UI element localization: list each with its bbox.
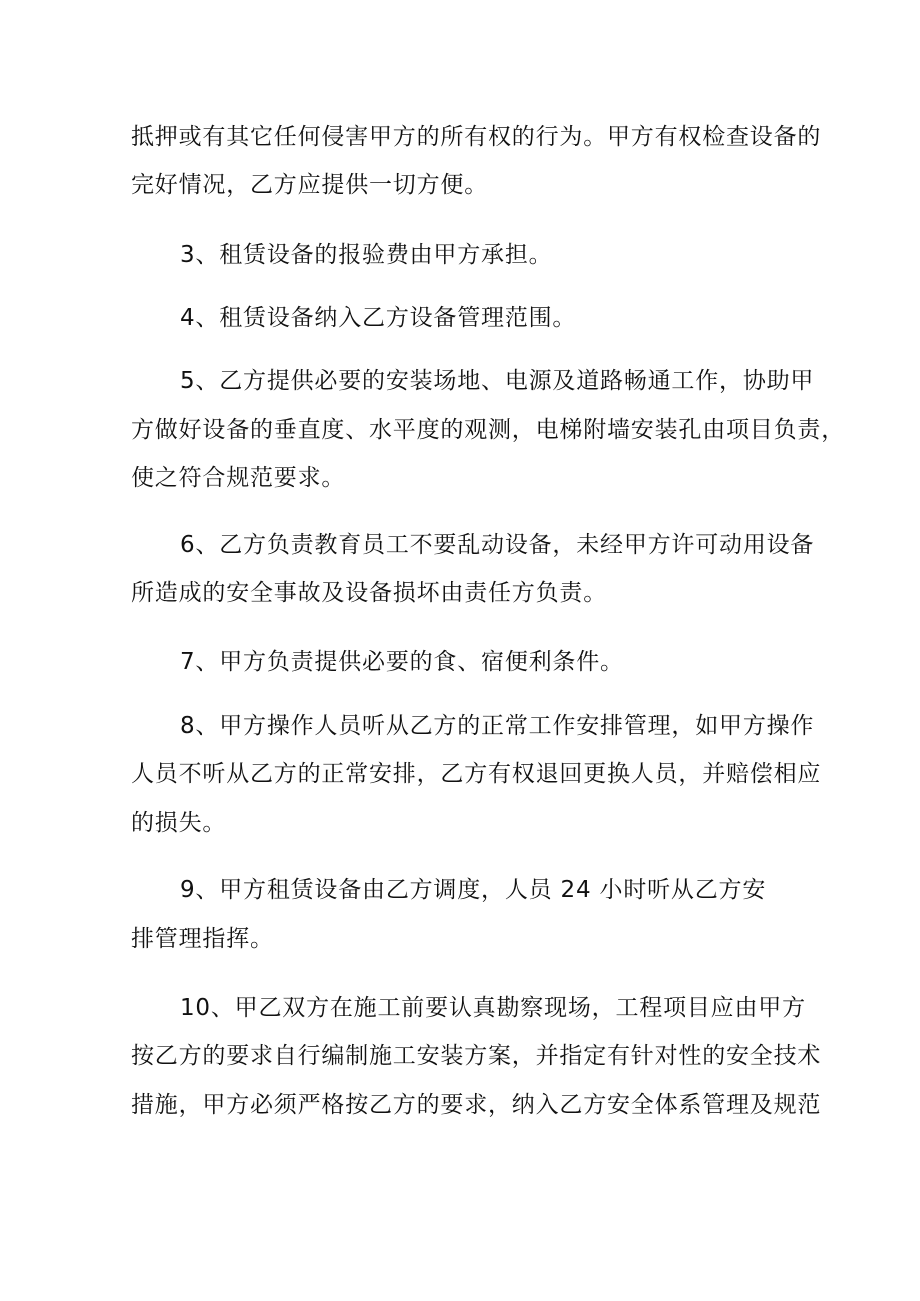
clause-5-line-1: 5、乙方提供必要的安装场地、电源及道路畅通工作，协助甲 [180, 368, 815, 394]
clause-9-line-1: 9、甲方租赁设备由乙方调度，人员 24 小时听从乙方安 [180, 877, 767, 903]
clause-6-line-2: 所造成的安全事故及设备损坏由责任方负责。 [131, 580, 607, 606]
clause-8-line-2: 人员不听从乙方的正常安排，乙方有权退回更换人员，并赔偿相应 [131, 761, 822, 787]
clause-10-line-2: 按乙方的要求自行编制施工安装方案，并指定有针对性的安全技术 [131, 1043, 822, 1069]
clause-4-line-1: 4、租赁设备纳入乙方设备管理范围。 [180, 305, 577, 331]
paragraph-continued-line-2: 完好情况，乙方应提供一切方便。 [131, 172, 488, 198]
clause-5-line-2: 方做好设备的垂直度、水平度的观测，电梯附墙安装孔由项目负责， [131, 417, 845, 443]
clause-3-line-1: 3、租赁设备的报验费由甲方承担。 [180, 242, 553, 268]
clause-9-line-2: 排管理指挥。 [131, 926, 274, 952]
clause-6-line-1: 6、乙方负责教育员工不要乱动设备，未经甲方许可动用设备 [180, 532, 815, 558]
clause-8-line-1: 8、甲方操作人员听从乙方的正常工作安排管理，如甲方操作 [180, 713, 815, 739]
clause-10-line-1: 10、甲乙双方在施工前要认真勘察现场，工程项目应由甲方 [180, 995, 806, 1021]
clause-10-line-3: 措施，甲方必须严格按乙方的要求，纳入乙方安全体系管理及规范 [131, 1092, 822, 1118]
clause-8-line-3: 的损失。 [131, 810, 227, 836]
paragraph-continued-line-1: 抵押或有其它任何侵害甲方的所有权的行为。甲方有权检查设备的 [131, 124, 822, 150]
clause-5-line-3: 使之符合规范要求。 [131, 465, 346, 491]
clause-7-line-1: 7、甲方负责提供必要的食、宿便利条件。 [180, 649, 624, 675]
